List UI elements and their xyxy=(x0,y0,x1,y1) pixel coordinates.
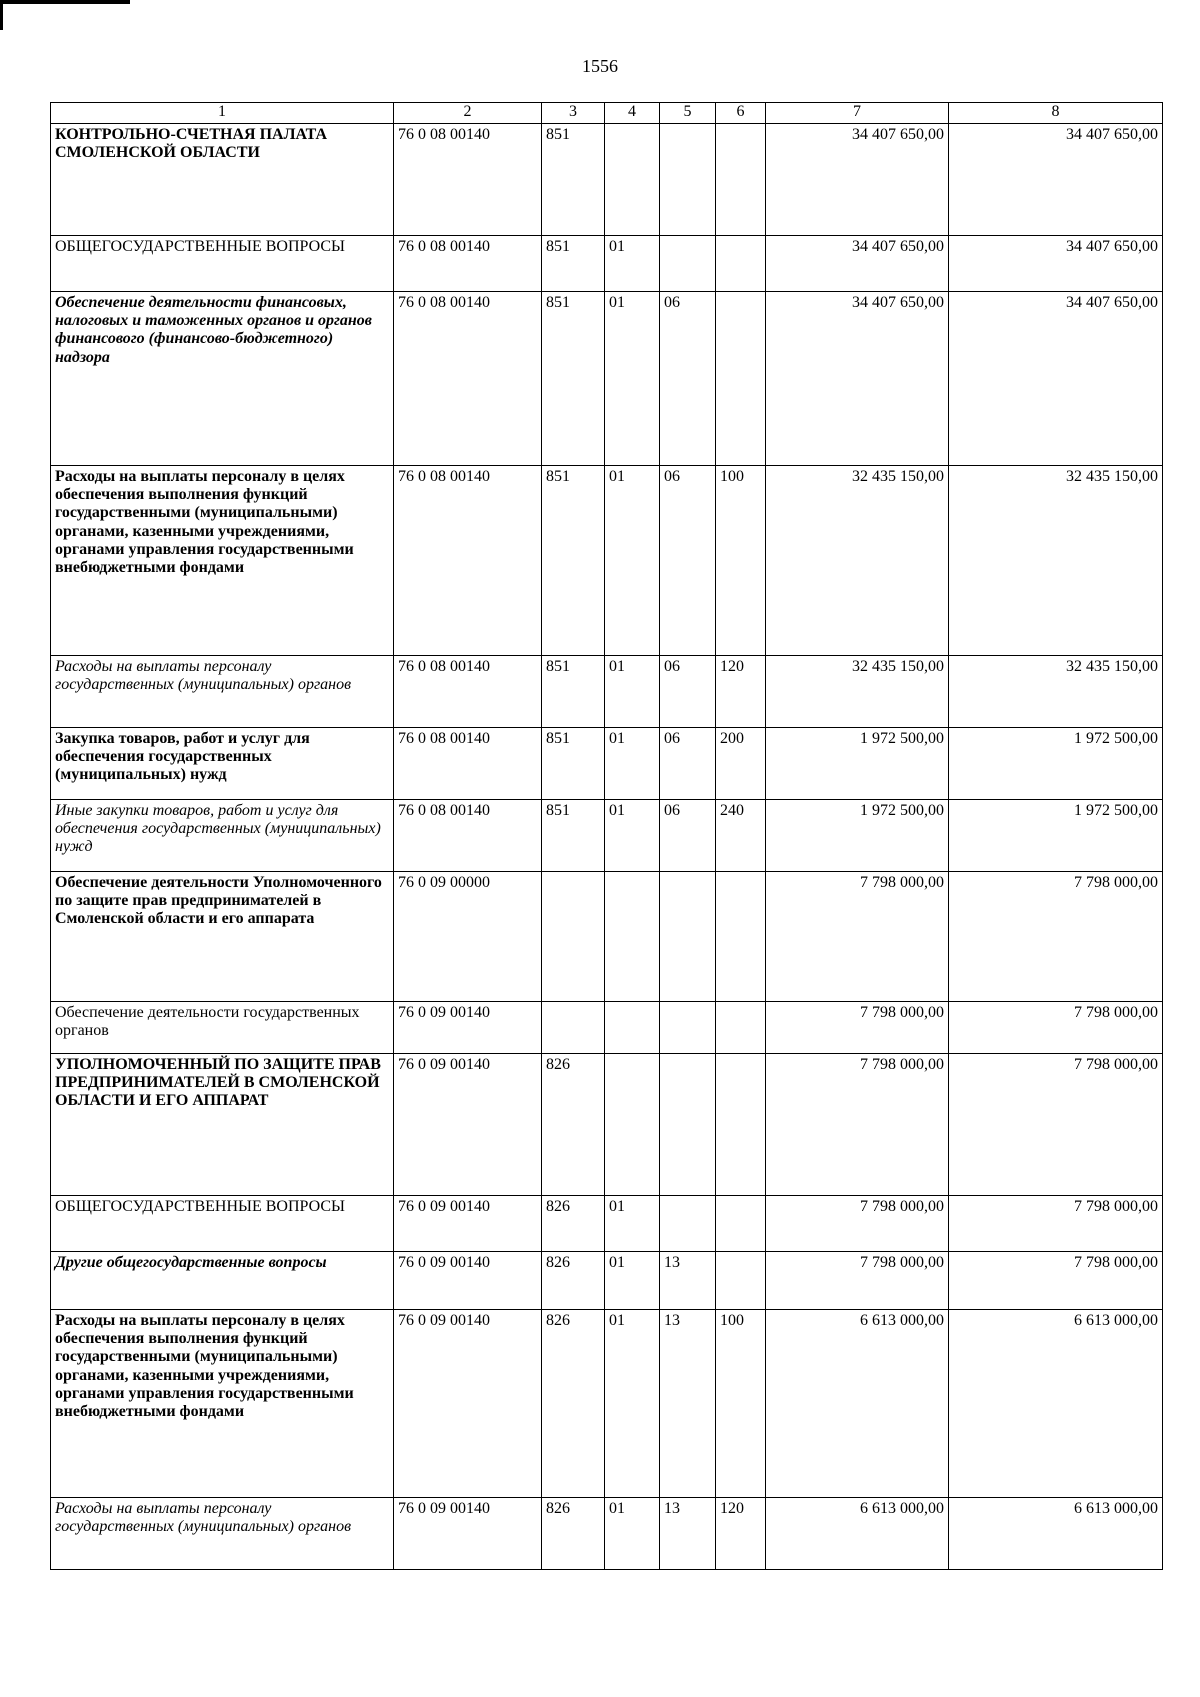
table-row xyxy=(51,292,1163,466)
cell-subsection-code: 06 xyxy=(660,800,716,872)
cell-subsection-code xyxy=(660,872,716,1002)
cell-amount-7: 1 972 500,00 xyxy=(766,800,949,872)
cell-ministry-code: 851 xyxy=(542,124,605,236)
cell-ministry-code xyxy=(542,872,605,1002)
table-row xyxy=(51,1252,1163,1310)
cell-expense-type xyxy=(716,1054,766,1196)
table-row xyxy=(51,124,1163,236)
cell-target-code: 76 0 08 00140 xyxy=(394,124,542,236)
row-name: УПОЛНОМОЧЕННЫЙ ПО ЗАЩИТЕ ПРАВ ПРЕДПРИНИМАТЕЛЕЙ В СМОЛЕНСКОЙ ОБЛАСТИ И ЕГО АППАРАТ xyxy=(51,1054,394,1196)
cell-ministry-code: 851 xyxy=(542,656,605,728)
cell-expense-type xyxy=(716,1002,766,1054)
cell-amount-8: 1 972 500,00 xyxy=(949,800,1163,872)
cell-expense-type xyxy=(716,292,766,466)
cell-amount-8: 7 798 000,00 xyxy=(949,1054,1163,1196)
cell-amount-8: 32 435 150,00 xyxy=(949,656,1163,728)
cell-target-code: 76 0 08 00140 xyxy=(394,292,542,466)
cell-amount-7: 6 613 000,00 xyxy=(766,1498,949,1570)
header-cell-4: 4 xyxy=(605,103,660,124)
cell-amount-8: 1 972 500,00 xyxy=(949,728,1163,800)
cell-expense-type xyxy=(716,1252,766,1310)
cell-section-code xyxy=(605,1002,660,1054)
table-row xyxy=(51,656,1163,728)
cell-target-code: 76 0 08 00140 xyxy=(394,236,542,292)
cell-subsection-code xyxy=(660,124,716,236)
cell-section-code xyxy=(605,872,660,1002)
row-name: КОНТРОЛЬНО-СЧЕТНАЯ ПАЛАТА СМОЛЕНСКОЙ ОБЛАСТИ xyxy=(51,124,394,236)
cell-section-code: 01 xyxy=(605,728,660,800)
table-row xyxy=(51,728,1163,800)
row-name: ОБЩЕГОСУДАРСТВЕННЫЕ ВОПРОСЫ xyxy=(51,1196,394,1252)
cell-target-code: 76 0 09 00140 xyxy=(394,1002,542,1054)
header-cell-2: 2 xyxy=(394,103,542,124)
header-cell-7: 7 xyxy=(766,103,949,124)
table-row xyxy=(51,1310,1163,1498)
cell-ministry-code: 826 xyxy=(542,1054,605,1196)
cell-section-code: 01 xyxy=(605,1252,660,1310)
cell-ministry-code: 826 xyxy=(542,1498,605,1570)
cell-ministry-code: 851 xyxy=(542,800,605,872)
cell-amount-8: 7 798 000,00 xyxy=(949,872,1163,1002)
cell-amount-8: 32 435 150,00 xyxy=(949,466,1163,656)
table-row xyxy=(51,800,1163,872)
row-name: Расходы на выплаты персоналу в целях обеспечения выполнения функций государственными (муниципальными) органами, казенными учреждениями, органами управления государственными внебюджетными фондами xyxy=(51,466,394,656)
cell-amount-8: 34 407 650,00 xyxy=(949,236,1163,292)
row-name: Расходы на выплаты персоналу в целях обеспечения выполнения функций государственными (муниципальными) органами, казенными учреждениями, органами управления государственными внебюджетными фондами xyxy=(51,1310,394,1498)
cell-ministry-code: 826 xyxy=(542,1196,605,1252)
cell-ministry-code: 826 xyxy=(542,1310,605,1498)
cell-amount-8: 34 407 650,00 xyxy=(949,292,1163,466)
row-name: Расходы на выплаты персоналу государственных (муниципальных) органов xyxy=(51,1498,394,1570)
cell-amount-8: 7 798 000,00 xyxy=(949,1196,1163,1252)
cell-section-code: 01 xyxy=(605,1310,660,1498)
row-name: ОБЩЕГОСУДАРСТВЕННЫЕ ВОПРОСЫ xyxy=(51,236,394,292)
cell-subsection-code: 06 xyxy=(660,292,716,466)
table-row xyxy=(51,1196,1163,1252)
cell-expense-type xyxy=(716,124,766,236)
cell-subsection-code xyxy=(660,1196,716,1252)
cell-amount-7: 7 798 000,00 xyxy=(766,1196,949,1252)
header-cell-5: 5 xyxy=(660,103,716,124)
cell-section-code: 01 xyxy=(605,656,660,728)
cell-subsection-code: 06 xyxy=(660,656,716,728)
cell-amount-8: 7 798 000,00 xyxy=(949,1002,1163,1054)
budget-table xyxy=(50,102,1163,1570)
row-name: Другие общегосударственные вопросы xyxy=(51,1252,394,1310)
cell-subsection-code xyxy=(660,1054,716,1196)
cell-target-code: 76 0 08 00140 xyxy=(394,800,542,872)
cell-amount-8: 34 407 650,00 xyxy=(949,124,1163,236)
row-name: Обеспечение деятельности финансовых, налоговых и таможенных органов и органов финансового (финансово-бюджетного) надзора xyxy=(51,292,394,466)
cell-expense-type xyxy=(716,236,766,292)
cell-subsection-code: 06 xyxy=(660,466,716,656)
cell-amount-8: 7 798 000,00 xyxy=(949,1252,1163,1310)
cell-section-code: 01 xyxy=(605,1498,660,1570)
header-cell-6: 6 xyxy=(716,103,766,124)
row-name: Расходы на выплаты персоналу государственных (муниципальных) органов xyxy=(51,656,394,728)
cell-ministry-code: 826 xyxy=(542,1252,605,1310)
row-name: Обеспечение деятельности государственных органов xyxy=(51,1002,394,1054)
header-cell-1: 1 xyxy=(51,103,394,124)
cell-target-code: 76 0 09 00140 xyxy=(394,1498,542,1570)
left-border-mark xyxy=(0,0,3,30)
cell-ministry-code: 851 xyxy=(542,728,605,800)
cell-target-code: 76 0 09 00140 xyxy=(394,1310,542,1498)
cell-section-code: 01 xyxy=(605,466,660,656)
cell-amount-7: 6 613 000,00 xyxy=(766,1310,949,1498)
cell-expense-type: 100 xyxy=(716,466,766,656)
cell-target-code: 76 0 09 00140 xyxy=(394,1252,542,1310)
cell-target-code: 76 0 09 00140 xyxy=(394,1196,542,1252)
cell-target-code: 76 0 08 00140 xyxy=(394,728,542,800)
cell-amount-7: 34 407 650,00 xyxy=(766,236,949,292)
cell-subsection-code: 13 xyxy=(660,1252,716,1310)
cell-subsection-code xyxy=(660,1002,716,1054)
cell-expense-type: 240 xyxy=(716,800,766,872)
cell-subsection-code: 13 xyxy=(660,1498,716,1570)
cell-amount-7: 7 798 000,00 xyxy=(766,1054,949,1196)
cell-subsection-code: 06 xyxy=(660,728,716,800)
cell-ministry-code: 851 xyxy=(542,292,605,466)
cell-amount-7: 7 798 000,00 xyxy=(766,872,949,1002)
cell-section-code: 01 xyxy=(605,1196,660,1252)
top-border-mark xyxy=(0,0,130,4)
header-cell-8: 8 xyxy=(949,103,1163,124)
table-row xyxy=(51,1002,1163,1054)
cell-amount-8: 6 613 000,00 xyxy=(949,1310,1163,1498)
cell-amount-7: 34 407 650,00 xyxy=(766,292,949,466)
cell-section-code: 01 xyxy=(605,236,660,292)
cell-target-code: 76 0 08 00140 xyxy=(394,466,542,656)
cell-amount-7: 1 972 500,00 xyxy=(766,728,949,800)
cell-expense-type: 120 xyxy=(716,1498,766,1570)
cell-amount-8: 6 613 000,00 xyxy=(949,1498,1163,1570)
cell-subsection-code xyxy=(660,236,716,292)
table-row xyxy=(51,872,1163,1002)
cell-amount-7: 32 435 150,00 xyxy=(766,466,949,656)
cell-expense-type xyxy=(716,1196,766,1252)
cell-ministry-code: 851 xyxy=(542,466,605,656)
cell-expense-type xyxy=(716,872,766,1002)
cell-section-code xyxy=(605,1054,660,1196)
header-row xyxy=(51,103,1163,124)
cell-amount-7: 32 435 150,00 xyxy=(766,656,949,728)
table-row xyxy=(51,1498,1163,1570)
table-row xyxy=(51,1054,1163,1196)
row-name: Иные закупки товаров, работ и услуг для обеспечения государственных (муниципальных) нужд xyxy=(51,800,394,872)
cell-expense-type: 100 xyxy=(716,1310,766,1498)
table-row xyxy=(51,236,1163,292)
cell-expense-type: 120 xyxy=(716,656,766,728)
row-name: Закупка товаров, работ и услуг для обеспечения государственных (муниципальных) нужд xyxy=(51,728,394,800)
cell-section-code: 01 xyxy=(605,800,660,872)
page-number: 1556 xyxy=(582,56,618,76)
cell-amount-7: 7 798 000,00 xyxy=(766,1252,949,1310)
cell-ministry-code xyxy=(542,1002,605,1054)
cell-target-code: 76 0 09 00140 xyxy=(394,1054,542,1196)
cell-section-code xyxy=(605,124,660,236)
table-row xyxy=(51,466,1163,656)
cell-expense-type: 200 xyxy=(716,728,766,800)
cell-target-code: 76 0 09 00000 xyxy=(394,872,542,1002)
cell-section-code: 01 xyxy=(605,292,660,466)
cell-ministry-code: 851 xyxy=(542,236,605,292)
cell-subsection-code: 13 xyxy=(660,1310,716,1498)
cell-amount-7: 34 407 650,00 xyxy=(766,124,949,236)
header-cell-3: 3 xyxy=(542,103,605,124)
cell-amount-7: 7 798 000,00 xyxy=(766,1002,949,1054)
cell-target-code: 76 0 08 00140 xyxy=(394,656,542,728)
row-name: Обеспечение деятельности Уполномоченного по защите прав предпринимателей в Смоленской области и его аппарата xyxy=(51,872,394,1002)
